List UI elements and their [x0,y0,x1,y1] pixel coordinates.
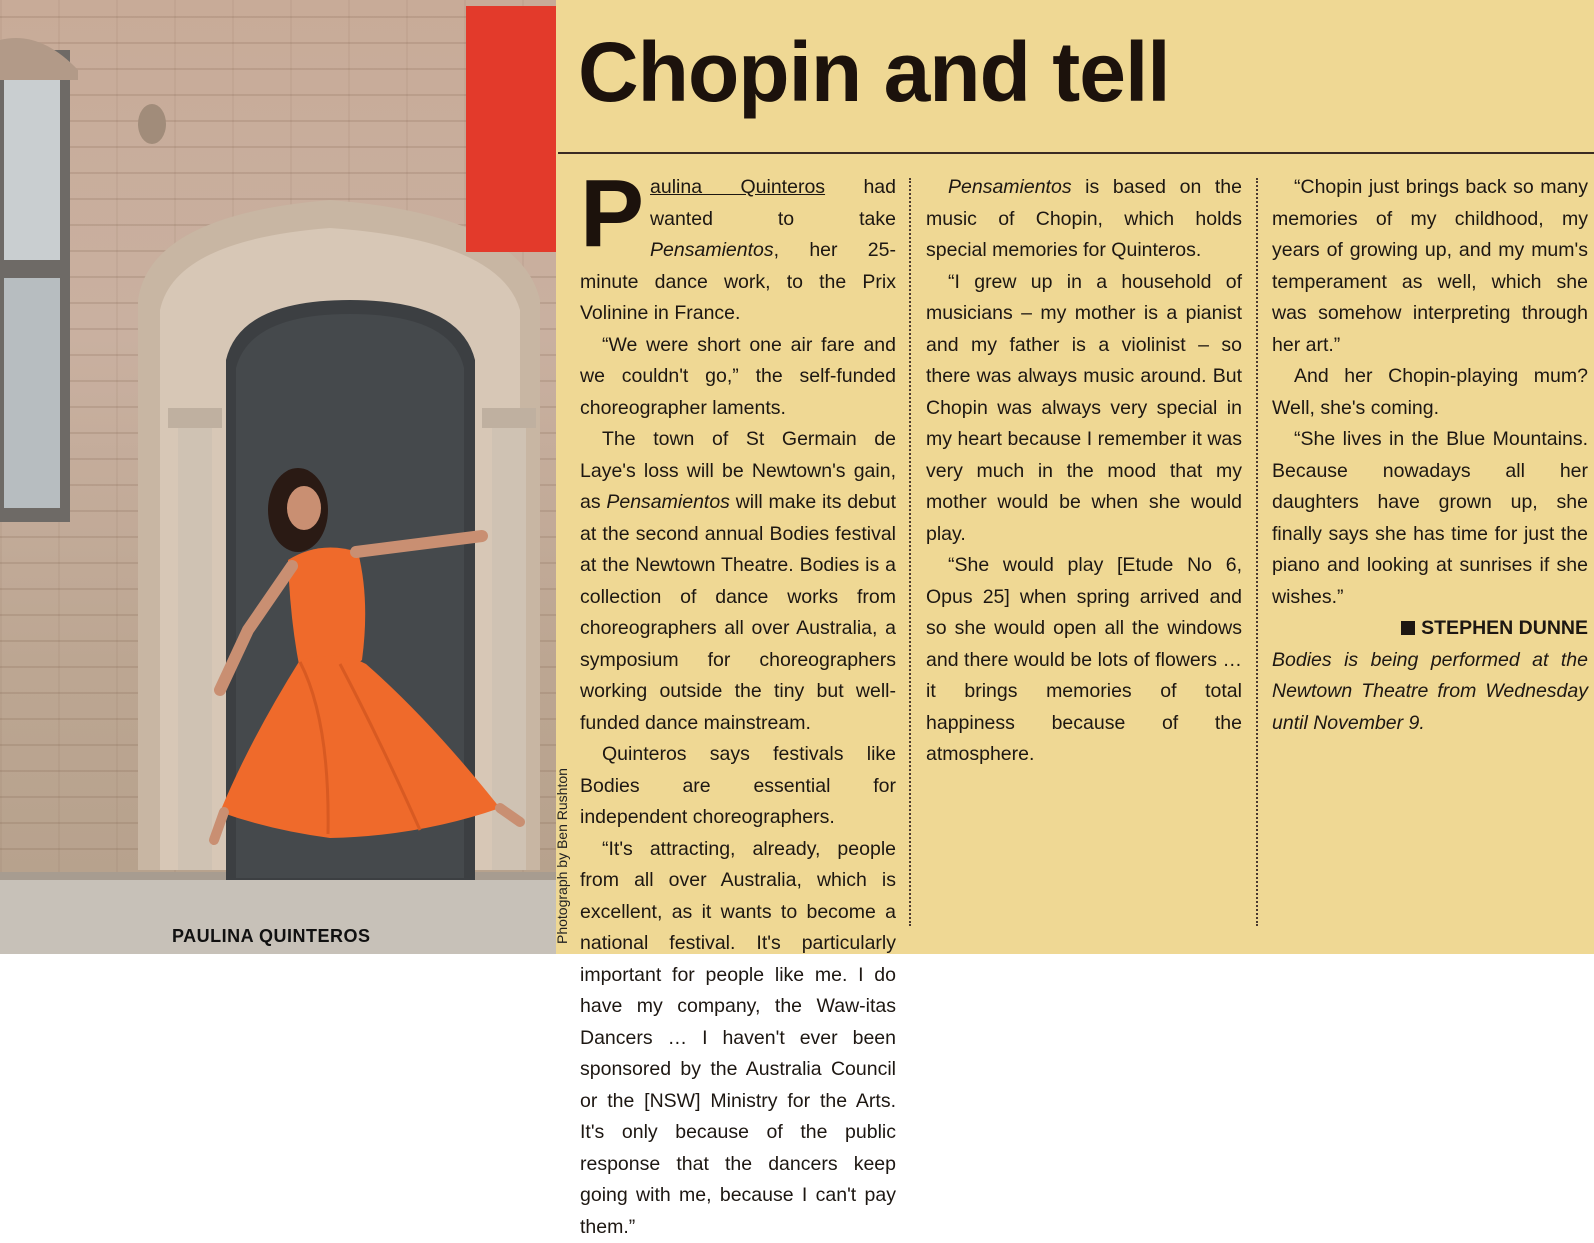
festival-name: Bodies [1272,649,1332,671]
work-title: Pensamientos [606,491,730,513]
headline: Chopin and tell [578,30,1170,114]
byline-name: STEPHEN DUNNE [1421,617,1588,639]
paragraph [580,172,896,330]
paragraph [926,172,1242,267]
column-separator [909,178,911,926]
photo-credit: Photograph by Ben Rushton [554,768,570,944]
paragraph: “She lives in the Blue Mountains. Because nowadays all her daughters have grown up, she finally says she has time for just the piano and looking at sunrises if she wishes.” [1272,424,1588,613]
article-photo [0,0,556,954]
paragraph: “She would play [Etude No 6, Opus 25] when spring arrived and so she would open all the windows and there would be lots of flowers … it brings memories of total happiness because of the atmosphere. [926,550,1242,771]
text: is based on the music of Chopin, which holds special memories for Quinteros. [926,176,1242,261]
work-title: Pensamientos [650,239,774,261]
column-separator [1256,178,1258,926]
lead-name: aulina Quinteros [650,176,825,198]
red-accent-block [466,6,556,252]
byline [1272,613,1588,645]
text: will make its debut at the second annual Bodies festival at the Newtown Theatre. Bodies is a collection of dance works from choreographers all over Australia, a symposium for choreographers working outside the tiny but well-funded dance mainstream. [580,491,896,734]
paragraph: “We were short one air fare and we couldn't go,” the self-funded choreographer laments. [580,330,896,425]
paragraph: And her Chopin-playing mum? Well, she's coming. [1272,361,1588,424]
text: , her 25-minute dance work, to the Prix Volinine in France. [580,239,896,324]
paragraph: “I grew up in a household of musicians – my mother is a pianist and my father is a violinist – so there was always music around. But Chopin was always very special in my heart because I remember it was very much in the mood that my mother would be when she would play. [926,267,1242,551]
photo-caption: PAULINA QUINTEROS [172,926,371,947]
drop-cap: P [580,175,644,253]
paragraph: “Chopin just brings back so many memories of my childhood, my years of growing up, and my mum's temperament as well, which she was somehow interpreting through her art.” [1272,172,1588,361]
event-note [1272,645,1588,740]
headline-rule [558,152,1594,154]
paragraph: “It's attracting, already, people from all over Australia, which is excellent, as it wants to become a national festival. It's particularly important for people like me. I do have my company, the Waw-itas Dancers … I haven't ever been sponsored by the Australia Council or the [NSW] Ministry for the Arts. It's only because of the public response that the dancers keep going with me, because I can't pay them.” [580,834,896,1243]
text: had wanted to take [650,176,896,230]
article-column-2 [926,172,1242,771]
byline-square-icon [1401,621,1415,635]
work-title: Pensamientos [948,176,1072,198]
article-column-1 [580,172,896,1243]
text: is being performed at the Newtown Theatre from Wednesday until November 9. [1272,649,1588,734]
text: The town of St Germain de Laye's loss will be Newtown's gain, as [580,428,896,513]
paragraph: Quinteros says festivals like Bodies are essential for independent choreographers. [580,739,896,834]
article-column-3 [1272,172,1588,739]
paragraph [580,424,896,739]
